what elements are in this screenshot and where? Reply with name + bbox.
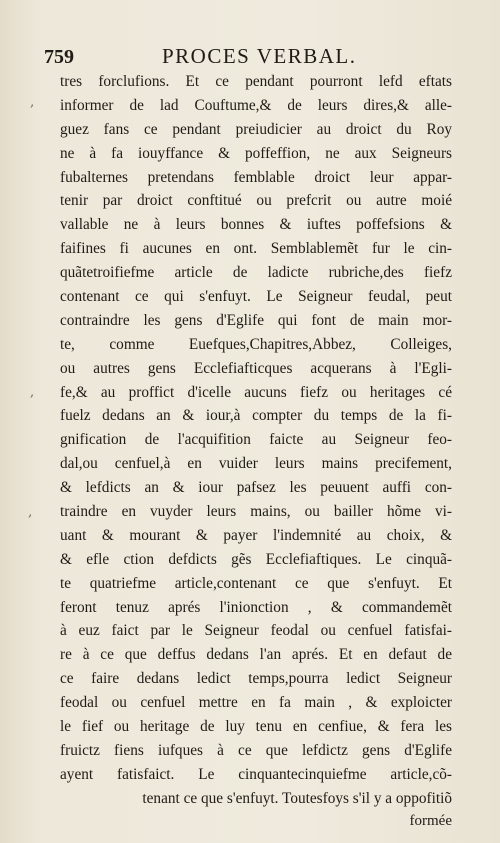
- text-line: feront tenuz aprés l'inionction , & commandemẽt: [60, 598, 452, 616]
- text-line: faifines fi aucunes en ont. Semblablemẽt fur le cin-: [60, 240, 452, 258]
- body-text: [60, 70, 452, 811]
- text-line: vallable ne à leurs bonnes & iuftes poffefsions &: [60, 216, 452, 234]
- text-line: contraindre les gens d'Eglife qui font de main mor-: [60, 311, 452, 329]
- text-line: le fief ou heritage de luy tenu en cenfiue, & fera les: [60, 718, 452, 736]
- text-line: fubalternes pretendans femblable droict leur appar-: [60, 168, 452, 186]
- text-line: tenant ce que s'enfuyt. Toutesfoys s'il y a oppofitiõ: [142, 789, 452, 807]
- catchword: formée: [409, 813, 452, 829]
- text-line: quãtetroifiefme article de ladicte rubriche,des fiefz: [60, 264, 452, 282]
- text-line: te, comme Euefques,Chapitres,Abbez, Colleiges,: [60, 335, 452, 353]
- text-line: contenant ce qui s'enfuyt. Le Seigneur feudal, peut: [60, 288, 452, 306]
- text-line: te quatriefme article,contenant ce que s'enfuyt. Et: [60, 574, 452, 592]
- folio-number: 759: [44, 46, 74, 68]
- text-line: à euz faict par le Seigneur feodal ou cenfuel fatisfai-: [60, 622, 452, 640]
- text-line: fe,& au proffict d'icelle aucuns fiefz ou heritages cé: [60, 383, 452, 401]
- text-line: ayent fatisfaict. Le cinquantecinquiefme article,cõ-: [60, 765, 452, 783]
- page-header: [44, 42, 464, 72]
- margin-mark: ,: [30, 385, 35, 400]
- text-line: ou autres gens Ecclefiafticques acquerans à l'Egli-: [60, 359, 452, 377]
- running-title: PROCES VERBAL.: [162, 44, 357, 68]
- text-line: & lefdicts an & iour pafsez les peuuent auffi con-: [60, 479, 452, 497]
- text-line: & efle ction defdicts gẽs Ecclefiaftiques. Le cinquã-: [60, 550, 452, 568]
- text-line: uant & mourant & payer l'indemnité au choix, &: [60, 526, 452, 544]
- text-line: fuelz dedans an & iour,à compter du temps de la fi-: [60, 407, 452, 425]
- text-line: informer de lad Couftume,& de leurs dires,& alle-: [60, 96, 452, 114]
- text-line: tenir par droict conftitué ou prefcrit ou autre moié: [60, 192, 452, 210]
- margin-mark: ‚: [28, 505, 33, 520]
- text-line: fruictz fiens iufques à ce que lefdictz gens d'Eglife: [60, 741, 452, 759]
- text-line: traindre en vuyder leurs mains, ou bailler hõme vi-: [60, 503, 452, 521]
- text-line: guez fans ce pendant preiudicier au droict du Roy: [60, 120, 452, 138]
- text-line: ne à fa iouyffance & poffeffion, ne aux Seigneurs: [60, 144, 452, 162]
- text-line: gnification de l'acquifition faicte au Seigneur feo-: [60, 431, 452, 449]
- text-line: ce faire dedans ledict temps,pourra ledict Seigneur: [60, 670, 452, 688]
- text-line: tres forclufions. Et ce pendant pourront lefd eftats: [60, 73, 452, 90]
- text-line: feodal ou cenfuel mettre en fa main , & exploicter: [60, 694, 452, 712]
- text-line: dal,ou cenfuel,à en vuider leurs mains precifement,: [60, 455, 452, 473]
- margin-mark: ‚: [30, 95, 35, 110]
- text-line: re à ce que deffus dedans l'an aprés. Et en defaut de: [60, 646, 452, 664]
